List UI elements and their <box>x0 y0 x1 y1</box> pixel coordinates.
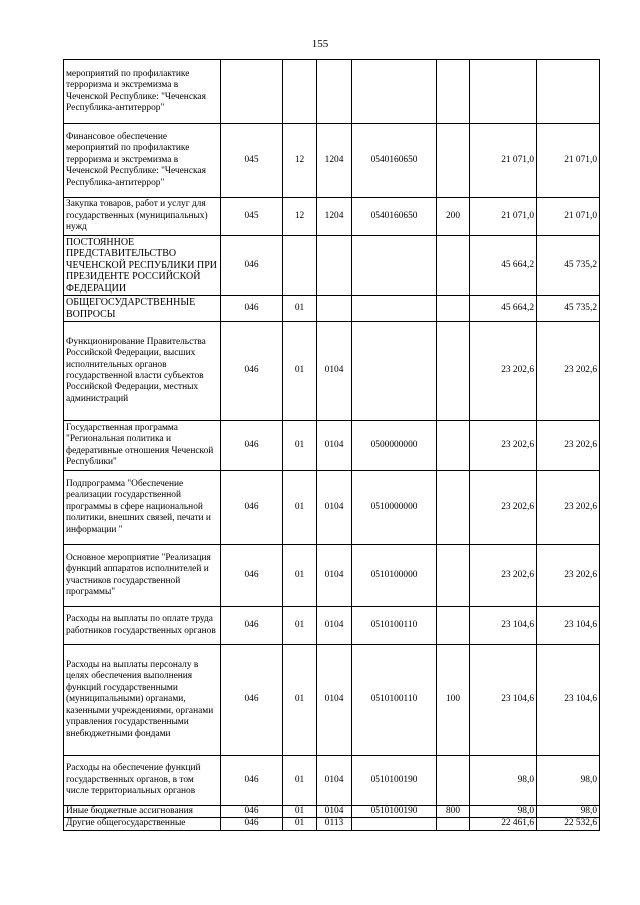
row-amount-year-1 <box>470 60 537 124</box>
table-row <box>64 818 600 830</box>
row-section-code: 01 <box>283 806 317 818</box>
row-ministry-code: 045 <box>221 124 283 198</box>
row-expense-type <box>437 818 470 830</box>
row-ministry-code: 046 <box>221 322 283 421</box>
row-ministry-code: 046 <box>221 607 283 645</box>
row-name: Расходы на обеспечение функций государственных органов, в том числе территориальных органов <box>64 756 221 806</box>
row-amount-year-2: 23 202,6 <box>537 421 600 471</box>
row-name: Государственная программа "Региональная политика и федеративные отношения Чеченской Республики" <box>64 421 221 471</box>
row-ministry-code <box>221 60 283 124</box>
row-subsection-code: 0104 <box>317 645 352 756</box>
row-target-article: 0510000000 <box>352 471 437 545</box>
row-target-article <box>352 60 437 124</box>
row-subsection-code: 0104 <box>317 421 352 471</box>
row-amount-year-1: 23 202,6 <box>470 322 537 421</box>
row-target-article <box>352 296 437 322</box>
row-amount-year-2: 45 735,2 <box>537 296 600 322</box>
row-name: ОБЩЕГОСУДАРСТВЕННЫЕ ВОПРОСЫ <box>64 296 221 322</box>
row-name: Основное мероприятие "Реализация функций аппаратов исполнителей и участников государственной программы" <box>64 545 221 607</box>
row-amount-year-1: 98,0 <box>470 756 537 806</box>
row-target-article <box>352 818 437 830</box>
table-row <box>64 322 600 421</box>
table-row <box>64 756 600 806</box>
row-expense-type <box>437 607 470 645</box>
table-row <box>64 124 600 198</box>
row-ministry-code: 045 <box>221 198 283 236</box>
row-target-article: 0510100190 <box>352 756 437 806</box>
row-subsection-code: 0104 <box>317 322 352 421</box>
row-subsection-code: 1204 <box>317 124 352 198</box>
row-name: Закупка товаров, работ и услуг для государственных (муниципальных) нужд <box>64 198 221 236</box>
table-row <box>64 806 600 818</box>
row-target-article <box>352 236 437 296</box>
row-target-article: 0510100110 <box>352 607 437 645</box>
row-expense-type: 200 <box>437 198 470 236</box>
row-ministry-code: 046 <box>221 806 283 818</box>
table-row <box>64 296 600 322</box>
row-name: Расходы на выплаты персоналу в целях обеспечения выполнения функций государственными (муниципальными) органами, казенными учреждениями, органами управления государственными внебюджетными фондами <box>64 645 221 756</box>
table-row <box>64 60 600 124</box>
row-amount-year-1: 23 104,6 <box>470 645 537 756</box>
row-subsection-code: 0104 <box>317 607 352 645</box>
table-row <box>64 471 600 545</box>
row-expense-type: 800 <box>437 806 470 818</box>
table-row <box>64 236 600 296</box>
row-name: ПОСТОЯННОЕ ПРЕДСТАВИТЕЛЬСТВО ЧЕЧЕНСКОЙ РЕСПУБЛИКИ ПРИ ПРЕЗИДЕНТЕ РОССИЙСКОЙ ФЕДЕРАЦИИ <box>64 236 221 296</box>
row-subsection-code: 0104 <box>317 471 352 545</box>
row-ministry-code: 046 <box>221 545 283 607</box>
page-number: 155 <box>311 38 329 50</box>
row-name: Иные бюджетные ассигнования <box>64 806 221 818</box>
row-amount-year-1: 23 202,6 <box>470 421 537 471</box>
row-target-article: 0500000000 <box>352 421 437 471</box>
row-amount-year-2: 23 202,6 <box>537 471 600 545</box>
row-subsection-code <box>317 236 352 296</box>
row-name: Подпрограмма "Обеспечение реализации государственной программы в сфере национальной политики, внешних связей, печати и информации " <box>64 471 221 545</box>
row-expense-type <box>437 756 470 806</box>
row-section-code: 01 <box>283 322 317 421</box>
table-row <box>64 645 600 756</box>
row-section-code: 01 <box>283 471 317 545</box>
table-row <box>64 545 600 607</box>
row-amount-year-2: 23 202,6 <box>537 322 600 421</box>
row-section-code: 12 <box>283 198 317 236</box>
row-section-code: 12 <box>283 124 317 198</box>
row-section-code <box>283 236 317 296</box>
row-expense-type <box>437 545 470 607</box>
row-target-article: 0510100110 <box>352 645 437 756</box>
row-expense-type <box>437 296 470 322</box>
row-ministry-code: 046 <box>221 236 283 296</box>
row-amount-year-1: 23 104,6 <box>470 607 537 645</box>
row-amount-year-2: 21 071,0 <box>537 124 600 198</box>
row-expense-type <box>437 421 470 471</box>
row-amount-year-2: 23 104,6 <box>537 645 600 756</box>
row-ministry-code: 046 <box>221 645 283 756</box>
table-row <box>64 198 600 236</box>
row-expense-type <box>437 322 470 421</box>
row-section-code <box>283 60 317 124</box>
row-amount-year-1: 98,0 <box>470 806 537 818</box>
row-expense-type <box>437 236 470 296</box>
row-target-article: 0540160650 <box>352 124 437 198</box>
row-expense-type: 100 <box>437 645 470 756</box>
row-expense-type <box>437 60 470 124</box>
row-section-code: 01 <box>283 421 317 471</box>
table-row <box>64 421 600 471</box>
row-amount-year-2: 98,0 <box>537 756 600 806</box>
row-name: Функционирование Правительства Российской Федерации, высших исполнительных органов государственной власти субъектов Российской Федерации, местных администраций <box>64 322 221 421</box>
row-target-article: 0510100190 <box>352 806 437 818</box>
row-amount-year-1: 23 202,6 <box>470 471 537 545</box>
row-section-code: 01 <box>283 756 317 806</box>
row-subsection-code: 0104 <box>317 545 352 607</box>
row-amount-year-1: 22 461,6 <box>470 818 537 830</box>
row-ministry-code: 046 <box>221 296 283 322</box>
row-section-code: 01 <box>283 645 317 756</box>
row-amount-year-1: 45 664,2 <box>470 296 537 322</box>
row-amount-year-1: 21 071,0 <box>470 198 537 236</box>
row-subsection-code: 0113 <box>317 818 352 830</box>
row-expense-type <box>437 124 470 198</box>
row-amount-year-1: 21 071,0 <box>470 124 537 198</box>
row-name: Другие общегосударственные <box>64 818 221 830</box>
row-target-article: 0510100000 <box>352 545 437 607</box>
row-subsection-code: 0104 <box>317 756 352 806</box>
row-ministry-code: 046 <box>221 471 283 545</box>
row-section-code: 01 <box>283 818 317 830</box>
row-subsection-code <box>317 296 352 322</box>
row-section-code: 01 <box>283 296 317 322</box>
row-amount-year-2: 45 735,2 <box>537 236 600 296</box>
row-target-article: 0540160650 <box>352 198 437 236</box>
budget-table <box>63 59 600 831</box>
row-amount-year-1: 45 664,2 <box>470 236 537 296</box>
row-amount-year-2: 98,0 <box>537 806 600 818</box>
row-amount-year-1: 23 202,6 <box>470 545 537 607</box>
row-ministry-code: 046 <box>221 756 283 806</box>
row-amount-year-2 <box>537 60 600 124</box>
row-amount-year-2: 23 202,6 <box>537 545 600 607</box>
row-name: Расходы на выплаты по оплате труда работников государственных органов <box>64 607 221 645</box>
row-expense-type <box>437 471 470 545</box>
row-name: Финансовое обеспечение мероприятий по профилактике терроризма и экстремизма в Чеченской Республике: "Чеченская Республика-антитеррор" <box>64 124 221 198</box>
row-amount-year-2: 21 071,0 <box>537 198 600 236</box>
row-section-code: 01 <box>283 607 317 645</box>
row-name: мероприятий по профилактике терроризма и экстремизма в Чеченской Республике: "Чеченская Республика-антитеррор" <box>64 60 221 124</box>
table-row <box>64 607 600 645</box>
row-ministry-code: 046 <box>221 818 283 830</box>
row-ministry-code: 046 <box>221 421 283 471</box>
row-amount-year-2: 22 532,6 <box>537 818 600 830</box>
row-target-article <box>352 322 437 421</box>
row-section-code: 01 <box>283 545 317 607</box>
row-subsection-code: 0104 <box>317 806 352 818</box>
row-subsection-code <box>317 60 352 124</box>
budget-table-body <box>64 60 600 831</box>
row-subsection-code: 1204 <box>317 198 352 236</box>
row-amount-year-2: 23 104,6 <box>537 607 600 645</box>
